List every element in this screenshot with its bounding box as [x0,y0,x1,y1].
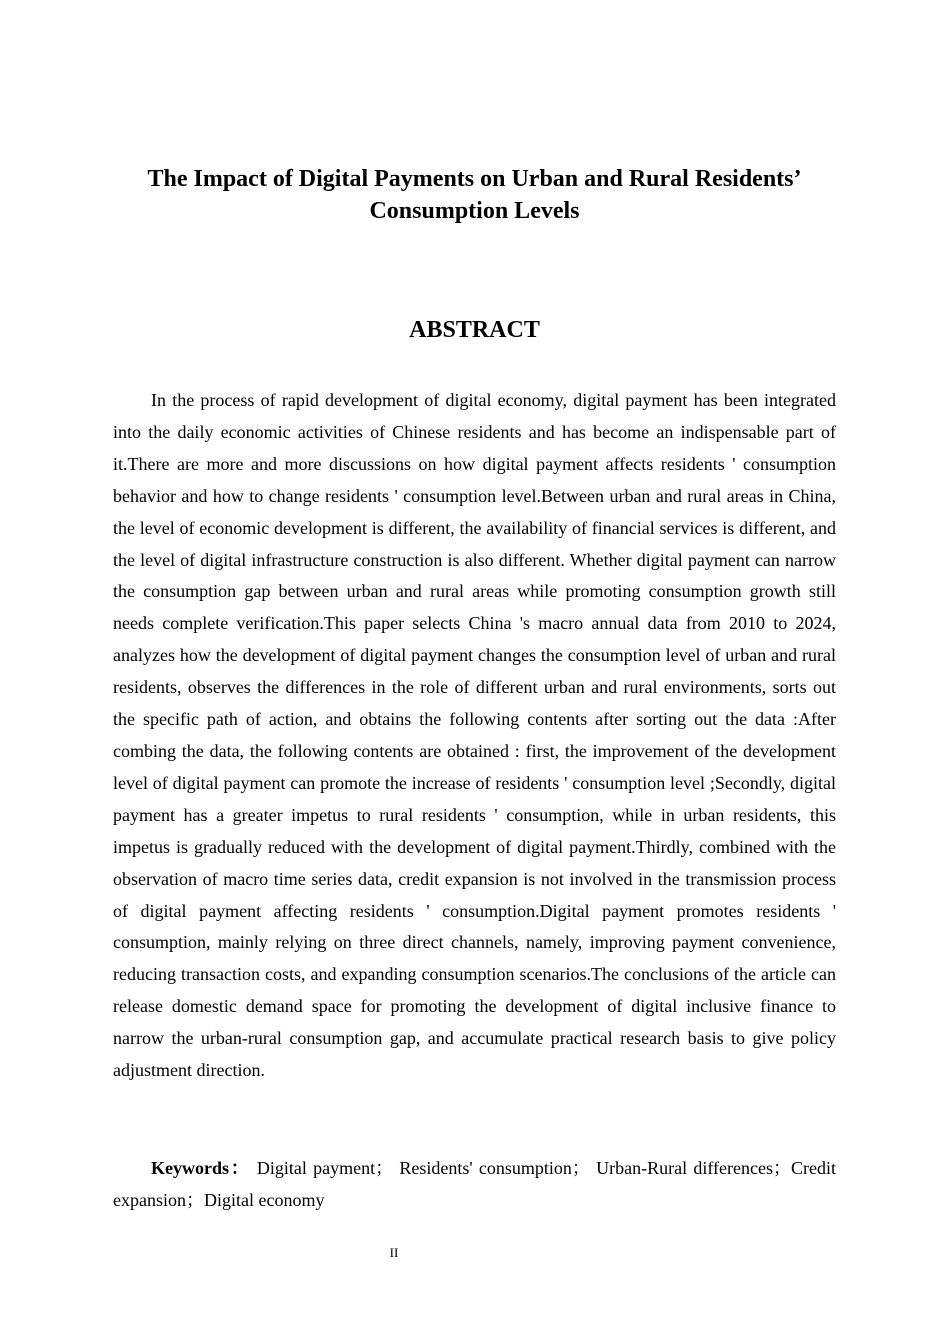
keywords-line [113,1152,836,1216]
abstract-paragraph: In the process of rapid development of digital economy, digital payment has been integrated into the daily economic activities of Chinese residents and has become an indispensable part of it.There are more and more discussions on how digital payment affects residents ' consumption behavior and how to change residents ' consumption level.Between urban and rural areas in China, the level of economic development is different, the availability of financial services is different, and the level of digital infrastructure construction is also different. Whether digital payment can narrow the consumption gap between urban and rural areas while promoting consumption growth still needs complete verification.This paper selects China 's macro annual data from 2010 to 2024, analyzes how the development of digital payment changes the consumption level of urban and rural residents, observes the differences in the role of different urban and rural environments, sorts out the specific path of action, and obtains the following contents after sorting out the data :After combing the data, the following contents are obtained : first, the improvement of the development level of digital payment can promote the increase of residents ' consumption level ;Secondly, digital payment has a greater impetus to rural residents ' consumption, while in urban residents, this impetus is gradually reduced with the development of digital payment.Thirdly, combined with the observation of macro time series data, credit expansion is not involved in the transmission process of digital payment affecting residents ' consumption.Digital payment promotes residents ' consumption, mainly relying on three direct channels, namely, improving payment convenience, reducing transaction costs, and expanding consumption scenarios.The conclusions of the article can release domestic demand space for promoting the development of digital inclusive finance to narrow the urban-rural consumption gap, and accumulate practical research basis to give policy adjustment direction. [113,390,836,1081]
page-number: II [389,1245,399,1260]
keywords-list: Digital payment； Residents' consumption； Urban-Rural differences；Credit expansion；Digital economy [113,1158,836,1210]
keywords-label: Keywords： [151,1158,251,1178]
paper-title: The Impact of Digital Payments on Urban and Rural Residents’ Consumption Levels [147,166,802,224]
abstract-heading: ABSTRACT [409,317,540,343]
